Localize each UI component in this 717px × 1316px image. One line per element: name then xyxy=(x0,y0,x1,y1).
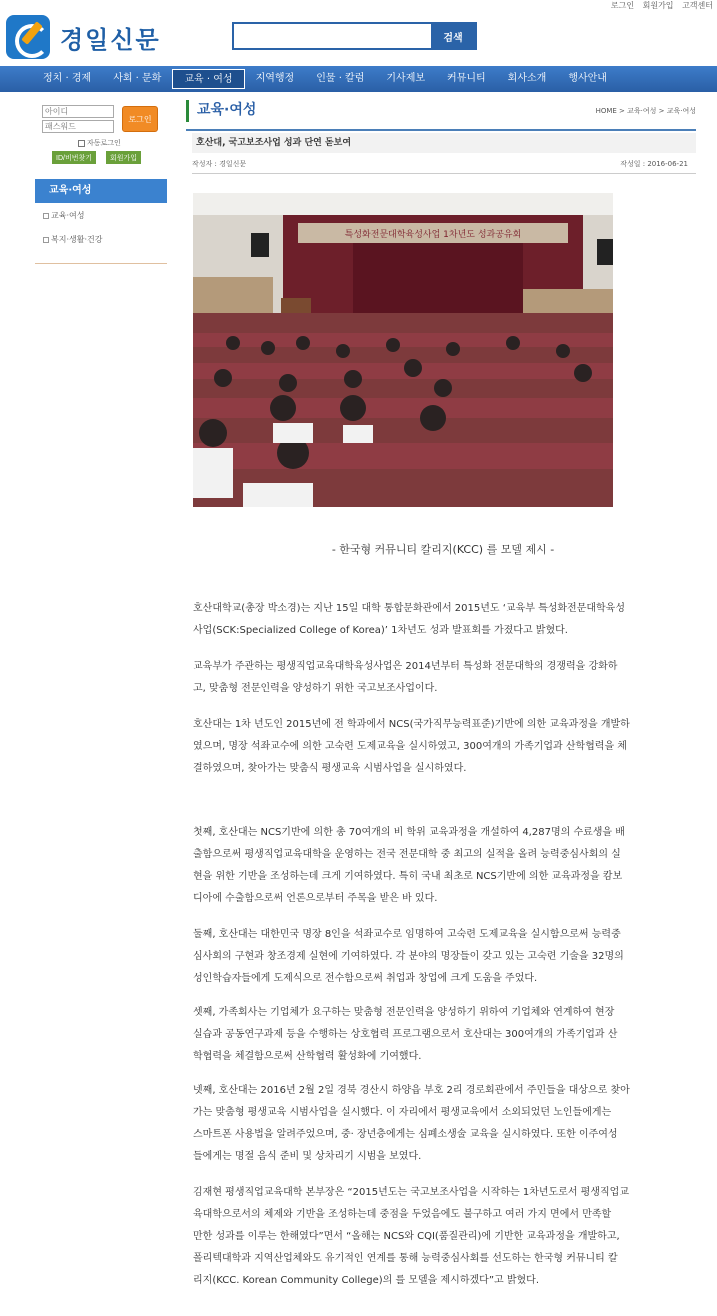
paragraph-line: 넷째, 호산대는 2016년 2월 2일 경북 경산시 하양읍 부호 2리 경로회관에서 주민들을 대상으로 찾아 xyxy=(193,1085,630,1096)
find-id-button[interactable]: ID/비번찾기 xyxy=(52,151,96,164)
nav-item-3[interactable]: 지역행정 xyxy=(255,73,295,84)
article-paragraph xyxy=(193,1002,693,1068)
article-paragraph xyxy=(193,822,693,910)
top-links xyxy=(605,0,713,11)
photo-banner-text: 특성화전문대학육성사업 1차년도 성과공유회 xyxy=(344,230,522,240)
logo-icon xyxy=(6,15,50,59)
login-link[interactable]: 로그인 xyxy=(610,1,635,10)
article-paragraph xyxy=(193,656,693,700)
paragraph-line: 가는 맞춤형 평생교육 시범사업을 실시했다. 이 자리에서 평생교육에서 소외되었던 노인들에게는 xyxy=(193,1107,612,1118)
nav-item-1[interactable]: 사회 · 문화 xyxy=(113,73,162,84)
article-paragraph xyxy=(193,1182,693,1292)
header-divider xyxy=(186,129,696,131)
nav-item-6[interactable]: 커뮤니티 xyxy=(447,73,486,84)
paragraph-line: 폴리텍대학과 지역산업체와도 유기적인 연계를 통해 능력중심사회를 선도하는 한국형 커뮤니티 칼 xyxy=(193,1253,618,1264)
paragraph-line: 들에게는 명절 음식 준비 및 상차리기 시범을 보였다. xyxy=(193,1151,422,1162)
article-date: 작성일 : 2016-06-21 xyxy=(620,160,688,168)
side-menu-title: 교육·여성 xyxy=(35,179,167,203)
nav-item-2[interactable]: 교육 · 여성 xyxy=(172,69,244,89)
password-field[interactable] xyxy=(42,120,114,133)
section-title: 교육·여성 xyxy=(197,102,257,118)
paragraph-line: 호산대는 1차 년도인 2015년에 전 학과에서 NCS(국가직무능력표준)기반에 의한 교육과정을 개발하 xyxy=(193,719,630,730)
nav-item-5[interactable]: 기사제보 xyxy=(386,73,426,84)
paragraph-line: 호산대학교(총장 박소경)는 지난 15일 대학 통합문화관에서 2015년도 ‘교육부 특성화전문대학육성 xyxy=(193,603,626,614)
side-menu-item-education[interactable]: 교육·여성 xyxy=(35,203,167,227)
nav-item-7[interactable]: 회사소개 xyxy=(507,73,547,84)
paragraph-line: 교육부가 주관하는 평생직업교육대학육성사업은 2014년부터 특성화 전문대학의 경쟁력을 강화하 xyxy=(193,661,618,672)
paragraph-line: 출함으로써 평생직업교육대학을 운영하는 전국 전문대학 중 최고의 실적을 올려 능력중심사회의 실 xyxy=(193,849,621,860)
nav-item-8[interactable]: 행사안내 xyxy=(568,73,607,84)
nav-item-0[interactable]: 정치 · 경제 xyxy=(43,73,92,84)
article-paragraph xyxy=(193,924,693,990)
site-logo[interactable] xyxy=(6,14,186,60)
auto-login[interactable] xyxy=(78,138,121,148)
article-paragraph xyxy=(193,1080,693,1168)
main-nav xyxy=(0,66,717,92)
paragraph-line: 첫째, 호산대는 NCS기반에 의한 총 70여개의 비 학위 교육과정을 개설하여 4,287명의 수료생을 배 xyxy=(193,827,625,838)
search-box xyxy=(232,22,477,50)
auditorium-photo xyxy=(193,193,613,507)
login-box xyxy=(40,100,164,166)
article-photo xyxy=(193,193,613,507)
paragraph-line: 셋째, 가족회사는 기업체가 요구하는 맞춤형 전문인력을 양성하기 위하여 기업체와 연계하여 현장 xyxy=(193,1007,615,1018)
article-title: 호산대, 국고보조사업 성과 단연 돋보여 xyxy=(192,133,696,153)
id-field[interactable] xyxy=(42,105,114,118)
paragraph-line: 였으며, 명장 석좌교수에 의한 고숙련 도제교육을 실시하였고, 300여개의 가족기업과 산학협력을 체 xyxy=(193,741,627,752)
login-button[interactable]: 로그인 xyxy=(122,106,158,132)
breadcrumb: HOME > 교육·여성 > 교육·여성 xyxy=(595,107,696,115)
paragraph-line: 실습과 공동연구과제 등을 수행하는 상호협력 프로그램으로서 호산대는 300여개의 가족기업과 산 xyxy=(193,1029,618,1040)
section-header xyxy=(186,100,696,122)
search-button[interactable]: 검색 xyxy=(431,24,475,48)
paragraph-line: 스마트폰 사용법을 알려주었으며, 중· 장년층에게는 심폐소생술 교육을 실시하였다. 또한 이주여성 xyxy=(193,1129,618,1140)
paragraph-line: 김재현 평생직업교육대학 본부장은 “2015년도는 국고보조사업을 시작하는 1차년도로서 평생직업교 xyxy=(193,1187,629,1198)
article-paragraph xyxy=(193,598,693,642)
side-menu-item-welfare[interactable]: 복지·생활·건강 xyxy=(35,227,167,251)
article-author: 작성자 : 경일신문 xyxy=(192,160,247,168)
meta-divider xyxy=(192,173,696,174)
paragraph-line: 학협력을 체결함으로써 산학협력 활성화에 기여했다. xyxy=(193,1051,422,1062)
side-menu xyxy=(35,179,167,264)
paragraph-line: 성인학습자들에게 도제식으로 전수함으로써 취업과 창업에 크게 도움을 주었다. xyxy=(193,973,538,984)
paragraph-line: 육대학으로서의 체제와 기반을 조성하는데 중점을 두었음에도 불구하고 여러 가지 면에서 만족할 xyxy=(193,1209,612,1220)
article-meta xyxy=(192,159,696,169)
article-paragraph xyxy=(193,714,693,780)
paragraph-line: 리지(KCC. Korean Community College)의 를 모델을 제시하겠다”고 밝혔다. xyxy=(193,1275,540,1286)
auto-login-checkbox[interactable] xyxy=(78,140,85,147)
paragraph-line: 현을 위한 기반을 조성하는데 크게 기여하였다. 특히 국내 최초로 NCS기반에 의한 교육과정을 캄보 xyxy=(193,871,623,882)
customer-center-link[interactable]: 고객센터 xyxy=(682,1,713,10)
paragraph-line: 심사회의 구현과 창조경제 실현에 기여하였다. 각 분야의 명장들이 갖고 있는 고숙련 기술을 32명의 xyxy=(193,951,624,962)
side-divider xyxy=(35,263,167,264)
paragraph-line: 결하였으며, 찾아가는 맞춤식 평생교육 시범사업을 실시하였다. xyxy=(193,763,467,774)
auto-login-label: 자동로그인 xyxy=(87,139,121,147)
logo-text: 경일신문 xyxy=(60,25,161,54)
paragraph-line: 사업(SCK:Specialized College of Korea)’ 1차년도 성과 발표회를 가졌다고 밝혔다. xyxy=(193,625,568,636)
nav-item-4[interactable]: 인물 · 칼럼 xyxy=(316,73,365,84)
paragraph-line: 만한 성과를 이루는 한해였다”면서 “올해는 NCS와 CQI(품질관리)에 기반한 교육과정을 개발하고, xyxy=(193,1231,620,1242)
article-subhead: - 한국형 커뮤니티 칼리지(KCC) 를 모델 제시 - xyxy=(331,543,555,556)
join-button[interactable]: 회원가입 xyxy=(106,151,141,164)
paragraph-line: 둘째, 호산대는 대한민국 명장 8인을 석좌교수로 임명하여 고숙련 도제교육을 실시함으로써 능력중 xyxy=(193,929,621,940)
join-link[interactable]: 회원가입 xyxy=(642,1,674,10)
paragraph-line: 디아에 수출함으로써 언론으로부터 주목을 받은 바 있다. xyxy=(193,893,438,904)
search-input[interactable] xyxy=(234,24,431,48)
paragraph-line: 고, 맞춤형 전문인력을 양성하기 위한 국고보조사업이다. xyxy=(193,683,438,694)
